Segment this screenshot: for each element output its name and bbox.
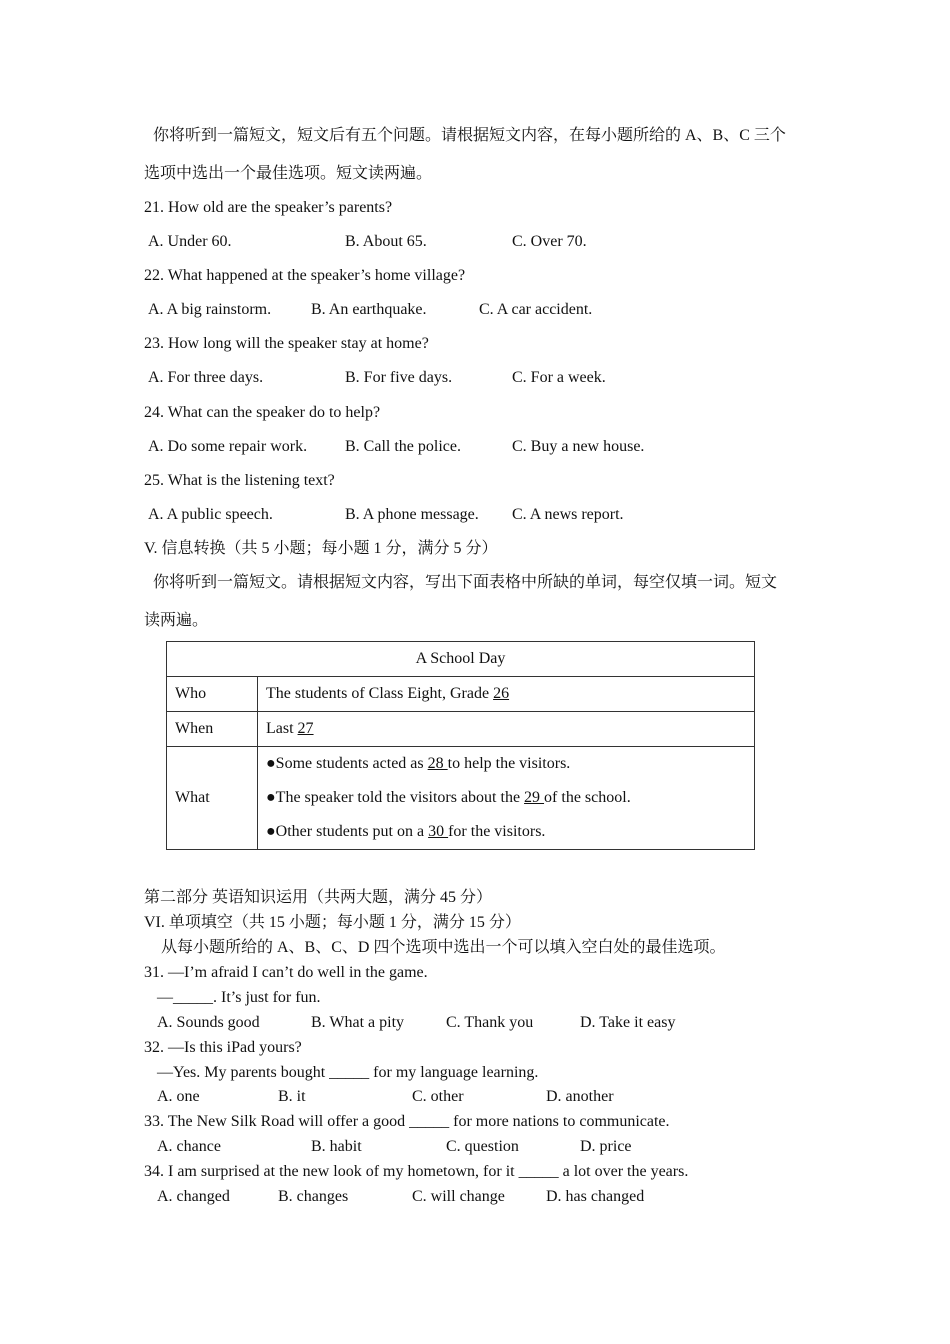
q23-option-b: B. For five days.	[345, 369, 453, 386]
q33-option-d: D. price	[580, 1138, 632, 1155]
info-table	[166, 641, 755, 850]
q21-option-c: C. Over 70.	[512, 233, 587, 250]
question-31-line2: —_____. It’s just for fun.	[157, 989, 321, 1006]
who-cell	[258, 677, 755, 712]
q34-option-d: D. has changed	[546, 1188, 645, 1205]
listening-intro-line2: 选项中选出一个最佳选项。短文读两遍。	[144, 165, 433, 182]
q23-option-a: A. For three days.	[148, 369, 264, 386]
q22-option-c: C. A car accident.	[479, 301, 593, 318]
what-cell	[258, 747, 755, 850]
who-text: The students of Class Eight, Grade	[266, 685, 494, 702]
q22-option-a: A. A big rainstorm.	[148, 301, 272, 318]
q24-option-c: C. Buy a new house.	[512, 438, 645, 455]
q24-option-a: A. Do some repair work.	[148, 438, 308, 455]
section-5-intro-line1: 你将听到一篇短文。请根据短文内容，写出下面表格中所缺的单词，每空仅填一词。短文	[153, 574, 778, 591]
blank-29: 29	[524, 789, 545, 806]
what-item-2-post: of the school.	[544, 789, 631, 806]
what-item-3	[266, 815, 746, 849]
question-34: 34. I am surprised at the new look of my hometown, for it _____ a lot over the years.	[144, 1163, 689, 1180]
q25-option-c: C. A news report.	[512, 506, 624, 523]
q22-option-b: B. An earthquake.	[311, 301, 427, 318]
what-item-3-pre: ●Other students put on a	[266, 823, 429, 840]
section-5-intro-line2: 读两遍。	[144, 612, 209, 629]
q25-option-b: B. A phone message.	[345, 506, 479, 523]
q34-option-a: A. changed	[157, 1188, 230, 1205]
q34-option-b: B. changes	[278, 1188, 349, 1205]
question-24: 24. What can the speaker do to help?	[144, 404, 381, 421]
q31-option-c: C. Thank you	[446, 1014, 534, 1031]
q32-option-d: D. another	[546, 1088, 614, 1105]
table-title: A School Day	[167, 642, 755, 677]
what-item-3-post: for the visitors.	[448, 823, 546, 840]
q33-option-c: C. question	[446, 1138, 519, 1155]
what-item-2-pre: ●The speaker told the visitors about the	[266, 789, 525, 806]
question-33: 33. The New Silk Road will offer a good _____ for more nations to communicate.	[144, 1113, 670, 1130]
q25-option-a: A. A public speech.	[148, 506, 273, 523]
what-label: What	[167, 747, 258, 850]
section-5-title: V. 信息转换（共 5 小题；每小题 1 分，满分 5 分）	[144, 540, 498, 557]
question-23: 23. How long will the speaker stay at home?	[144, 335, 429, 352]
q31-option-d: D. Take it easy	[580, 1014, 676, 1031]
listening-intro-line1: 你将听到一篇短文，短文后有五个问题。请根据短文内容，在每小题所给的 A、B、C 三个	[153, 127, 786, 144]
part-2-title: 第二部分 英语知识运用（共两大题，满分 45 分）	[144, 889, 493, 906]
when-cell	[258, 712, 755, 747]
q32-option-a: A. one	[157, 1088, 200, 1105]
blank-26: 26	[493, 685, 510, 702]
q31-option-a: A. Sounds good	[157, 1014, 260, 1031]
q33-option-a: A. chance	[157, 1138, 221, 1155]
q33-option-b: B. habit	[311, 1138, 362, 1155]
q32-option-c: C. other	[412, 1088, 464, 1105]
question-25: 25. What is the listening text?	[144, 472, 335, 489]
section-6-title: VI. 单项填空（共 15 小题；每小题 1 分，满分 15 分）	[144, 914, 521, 931]
q21-option-a: A. Under 60.	[148, 233, 232, 250]
q31-option-b: B. What a pity	[311, 1014, 405, 1031]
question-31-line1: 31. —I’m afraid I can’t do well in the game.	[144, 964, 428, 981]
what-item-1	[266, 747, 746, 781]
who-label: Who	[167, 677, 258, 712]
q21-option-b: B. About 65.	[345, 233, 427, 250]
what-item-1-pre: ●Some students acted as	[266, 755, 428, 772]
section-6-intro: 从每小题所给的 A、B、C、D 四个选项中选出一个可以填入空白处的最佳选项。	[161, 939, 726, 956]
blank-27: 27	[297, 720, 314, 737]
question-32-line2: —Yes. My parents bought _____ for my language learning.	[157, 1064, 539, 1081]
q23-option-c: C. For a week.	[512, 369, 606, 386]
what-item-2	[266, 781, 746, 815]
when-text: Last	[266, 720, 298, 737]
question-32-line1: 32. —Is this iPad yours?	[144, 1039, 302, 1056]
question-22: 22. What happened at the speaker’s home village?	[144, 267, 466, 284]
when-label: When	[167, 712, 258, 747]
what-item-1-post: to help the visitors.	[447, 755, 571, 772]
q24-option-b: B. Call the police.	[345, 438, 461, 455]
question-21: 21. How old are the speaker’s parents?	[144, 199, 393, 216]
q32-option-b: B. it	[278, 1088, 306, 1105]
blank-30: 30	[428, 823, 449, 840]
q34-option-c: C. will change	[412, 1188, 505, 1205]
blank-28: 28	[427, 755, 448, 772]
